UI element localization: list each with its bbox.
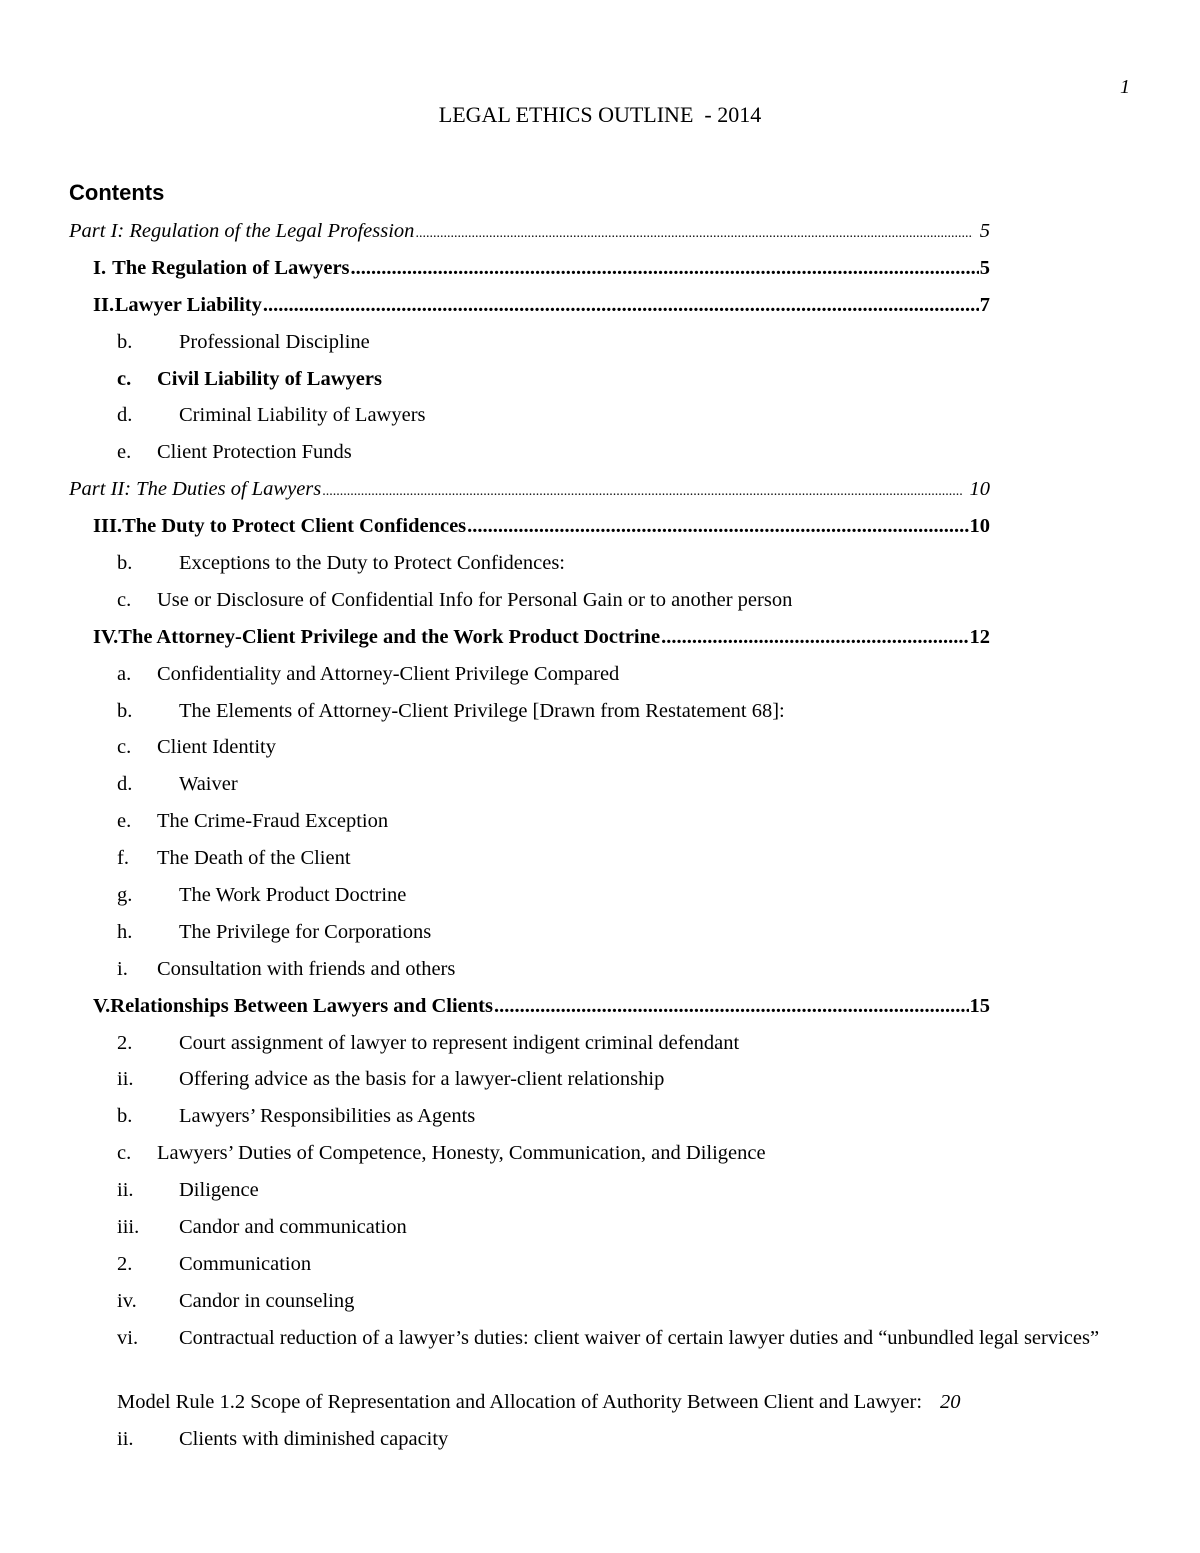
toc-entry-label: Relationships Between Lawyers and Clients bbox=[110, 994, 493, 1017]
toc-entry-marker: iv. bbox=[117, 1289, 137, 1312]
toc-entry-label: Model Rule 1.2 Scope of Representation and Allocation of Authority Between Client and Lawyer: bbox=[117, 1390, 923, 1413]
toc-entry-subsection[interactable] bbox=[0, 1283, 1200, 1320]
toc-entry-label: Candor in counseling bbox=[179, 1289, 355, 1312]
toc-entry-section[interactable] bbox=[0, 250, 1200, 287]
toc-entry-marker: i. bbox=[117, 957, 128, 980]
toc-entry-label: Use or Disclosure of Confidential Info for Personal Gain or to another person bbox=[157, 588, 793, 611]
toc-entry-subsection[interactable] bbox=[0, 1421, 1200, 1458]
toc-entry-subsection[interactable] bbox=[0, 361, 1200, 398]
toc-entry-marker: IV. bbox=[93, 625, 119, 648]
toc-entry-label: Communication bbox=[179, 1252, 312, 1275]
toc-entry-marker: h. bbox=[117, 920, 133, 943]
toc-entry-label: The Privilege for Corporations bbox=[179, 920, 432, 943]
toc-entry-label: Candor and communication bbox=[179, 1216, 407, 1239]
page-number: 1 bbox=[1120, 76, 1130, 98]
toc-entry-marker: a. bbox=[117, 662, 132, 685]
toc-entry-label: Client Identity bbox=[157, 736, 276, 759]
toc-entry-label: The Work Product Doctrine bbox=[179, 884, 407, 907]
toc-entry-label: Part I: Regulation of the Legal Profession bbox=[69, 220, 415, 242]
toc-entry-marker: iii. bbox=[117, 1216, 140, 1239]
toc-entry-subsection[interactable] bbox=[0, 434, 1200, 471]
contents-heading: Contents bbox=[69, 180, 165, 205]
toc-entry-label: Part II: The Duties of Lawyers bbox=[69, 478, 322, 501]
toc-entry-subsection[interactable] bbox=[0, 1172, 1200, 1209]
toc-entry-section[interactable] bbox=[0, 619, 1200, 656]
toc-entry-marker: e. bbox=[117, 441, 132, 464]
toc-entry-marker: d. bbox=[117, 404, 133, 427]
toc-entry-subsection[interactable] bbox=[0, 914, 1200, 951]
toc-entry-subsection[interactable] bbox=[0, 729, 1200, 766]
toc-entry-label: Offering advice as the basis for a lawyer-client relationship bbox=[179, 1068, 665, 1091]
toc-entry-subsection[interactable] bbox=[0, 545, 1200, 582]
toc-entry-label: Confidentiality and Attorney-Client Privilege Compared bbox=[157, 662, 620, 685]
toc-entry-label: Court assignment of lawyer to represent indigent criminal defendant bbox=[179, 1031, 740, 1054]
dot-leader bbox=[661, 619, 968, 655]
toc-entry-marker: g. bbox=[117, 884, 133, 907]
toc-entry-section[interactable] bbox=[0, 287, 1200, 324]
toc-entry-marker: V. bbox=[93, 994, 111, 1017]
toc-entry-marker: II. bbox=[93, 293, 115, 316]
toc-entry-label: Client Protection Funds bbox=[157, 441, 352, 464]
toc-entry-label: The Duty to Protect Client Confidences bbox=[122, 515, 467, 538]
toc-page-number: 15 bbox=[969, 994, 990, 1017]
dot-leader bbox=[263, 287, 979, 323]
toc-entry-label: Criminal Liability of Lawyers bbox=[179, 404, 426, 427]
toc-page-number: 7 bbox=[979, 293, 990, 316]
toc-page-number: 5 bbox=[979, 256, 990, 279]
toc-entry-subsection[interactable] bbox=[0, 840, 1200, 877]
toc-entry-subsection[interactable] bbox=[0, 1061, 1200, 1098]
dot-leader bbox=[351, 250, 979, 286]
toc-entry-marker: c. bbox=[117, 736, 132, 759]
toc-entry-label: The Crime-Fraud Exception bbox=[157, 810, 389, 833]
toc-entry-subsection[interactable] bbox=[0, 766, 1200, 803]
toc-entry-marker: c. bbox=[117, 1142, 132, 1165]
toc-entry-subsection[interactable] bbox=[0, 1209, 1200, 1246]
toc-entry-marker: c. bbox=[117, 367, 132, 390]
toc-entry-marker: f. bbox=[117, 847, 129, 870]
toc-entry-marker: ii. bbox=[117, 1427, 134, 1450]
toc-entry-label: Lawyers’ Duties of Competence, Honesty, Communication, and Diligence bbox=[157, 1142, 766, 1165]
toc-entry-marker: ii. bbox=[117, 1068, 134, 1091]
toc-entry-part[interactable] bbox=[0, 471, 1200, 508]
toc-page-number: 20 bbox=[940, 1390, 961, 1413]
toc-page-number: 10 bbox=[969, 478, 990, 501]
dot-leader bbox=[322, 471, 962, 510]
toc-entry-subsection[interactable] bbox=[0, 693, 1200, 730]
toc-entry-subsection[interactable] bbox=[0, 1135, 1200, 1172]
toc-entry-marker: 2. bbox=[117, 1031, 133, 1054]
toc-entry-marker: I. bbox=[93, 256, 107, 279]
toc-entry-marker: c. bbox=[117, 588, 132, 611]
toc-entry-subsection[interactable] bbox=[0, 397, 1200, 434]
toc-entry-label: Professional Discipline bbox=[179, 330, 370, 353]
toc-entry-label: Diligence bbox=[179, 1179, 259, 1202]
toc-entry-subsection[interactable] bbox=[0, 582, 1200, 619]
toc-entry-subsection[interactable] bbox=[0, 1320, 1200, 1384]
toc-entry-marker: III. bbox=[93, 515, 123, 538]
toc-page-number: 10 bbox=[969, 515, 990, 538]
toc-entry-marker: d. bbox=[117, 773, 133, 796]
toc-entry-label: Lawyer Liability bbox=[114, 293, 262, 316]
toc-entry-label: The Death of the Client bbox=[157, 847, 351, 870]
toc-entry-subsection[interactable] bbox=[0, 1025, 1200, 1062]
toc-entry-section[interactable] bbox=[0, 508, 1200, 545]
toc-entry-label: Lawyers’ Responsibilities as Agents bbox=[179, 1105, 476, 1128]
toc-entry-marker: ii. bbox=[117, 1179, 134, 1202]
toc-entry-marker: e. bbox=[117, 810, 132, 833]
toc-entry-marker: b. bbox=[117, 552, 133, 575]
toc-entry-marker: b. bbox=[117, 1105, 133, 1128]
document-title: LEGAL ETHICS OUTLINE - 2014 bbox=[438, 102, 762, 127]
toc-entry-label: Civil Liability of Lawyers bbox=[157, 367, 382, 390]
toc-entry-marker: b. bbox=[117, 330, 133, 353]
toc-entry-section[interactable] bbox=[0, 988, 1200, 1025]
toc-page-number: 12 bbox=[969, 625, 990, 648]
toc-entry-subsection[interactable] bbox=[0, 803, 1200, 840]
toc-entry-subsection[interactable] bbox=[0, 656, 1200, 693]
toc-entry-subsection[interactable] bbox=[0, 951, 1200, 988]
toc-entry-label: Exceptions to the Duty to Protect Confidences: bbox=[179, 552, 566, 575]
toc-page-number: 5 bbox=[979, 220, 990, 242]
toc-entry-part[interactable] bbox=[0, 213, 1200, 250]
toc-entry-label: Clients with diminished capacity bbox=[179, 1427, 449, 1450]
toc-entry-label: Waiver bbox=[179, 773, 238, 796]
toc-entry-label: The Attorney-Client Privilege and the Work Product Doctrine bbox=[118, 625, 661, 648]
dot-leader bbox=[415, 213, 972, 252]
toc-entry-marker: vi. bbox=[117, 1326, 139, 1349]
toc-entry-marker: 2. bbox=[117, 1252, 133, 1275]
dot-leader bbox=[467, 508, 968, 544]
toc-entry-label: Consultation with friends and others bbox=[157, 957, 456, 980]
table-of-contents bbox=[0, 213, 1200, 1458]
dot-leader bbox=[494, 988, 969, 1024]
toc-entry-subsection[interactable] bbox=[0, 877, 1200, 914]
toc-entry-label: Contractual reduction of a lawyer’s duties: client waiver of certain lawyer duties and “unbundled legal services” bbox=[179, 1326, 1100, 1349]
toc-entry-subsection[interactable] bbox=[0, 1246, 1200, 1283]
toc-entry-label: The Elements of Attorney-Client Privilege [Drawn from Restatement 68]: bbox=[179, 699, 785, 722]
toc-entry-label: The Regulation of Lawyers bbox=[112, 256, 350, 279]
toc-entry-subsection[interactable] bbox=[0, 1098, 1200, 1135]
toc-entry-subsection[interactable] bbox=[0, 324, 1200, 361]
toc-entry-marker: b. bbox=[117, 699, 133, 722]
toc-entry-model-rule[interactable] bbox=[0, 1384, 1200, 1421]
